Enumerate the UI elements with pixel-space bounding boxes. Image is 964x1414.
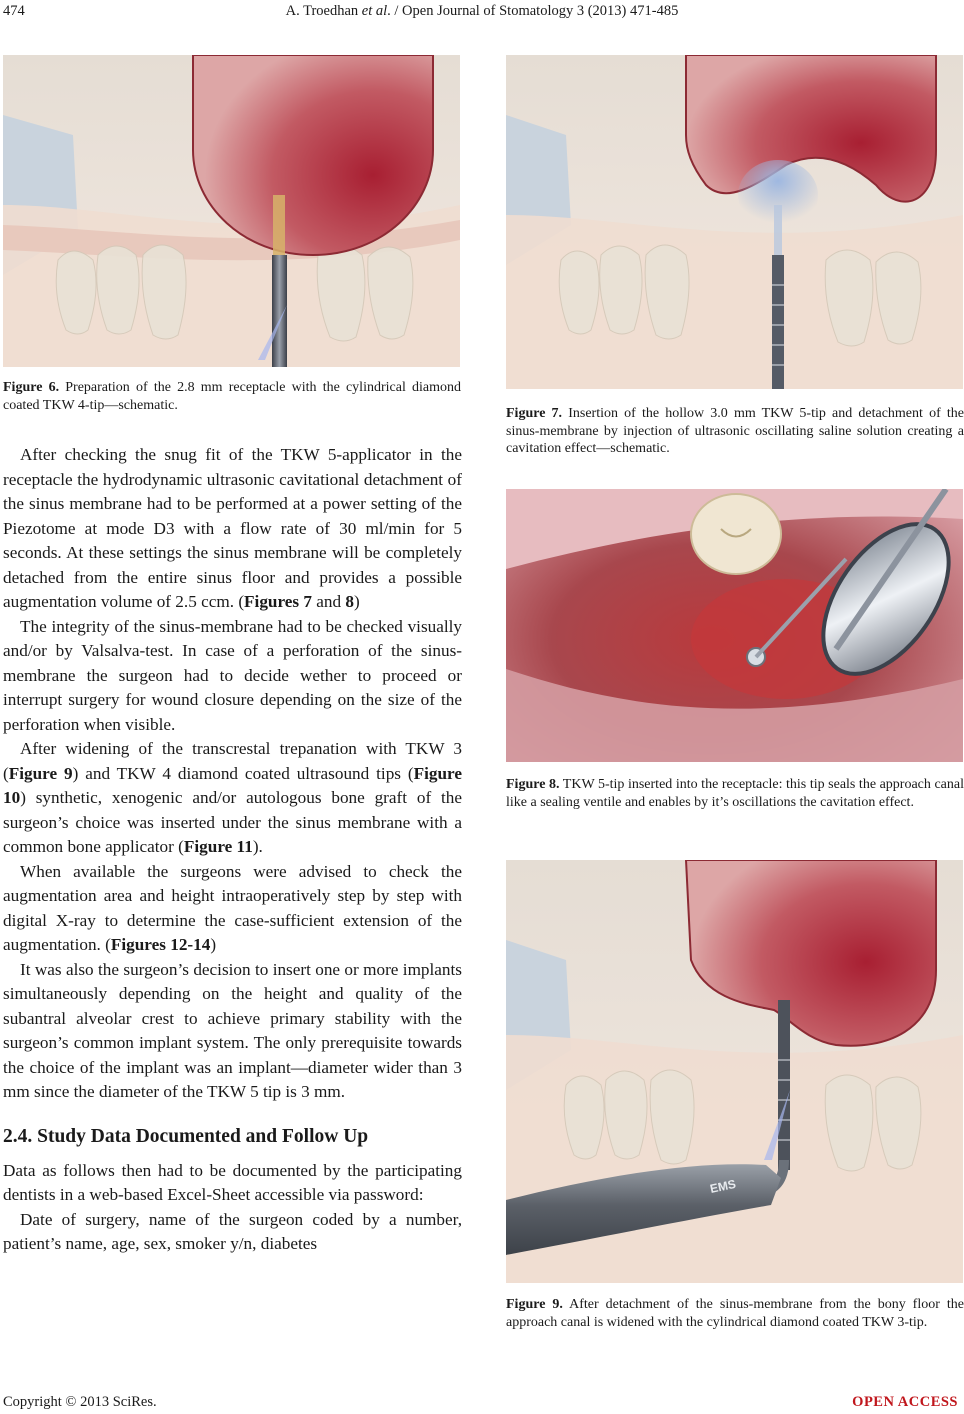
figure-7-reference[interactable]: Figures 7 bbox=[244, 592, 312, 611]
figure-7-label: Figure 7. bbox=[506, 406, 563, 421]
page-number: 474 bbox=[3, 3, 25, 19]
copyright-footer: Copyright © 2013 SciRes. bbox=[3, 1394, 157, 1410]
paragraph-3 bbox=[3, 737, 462, 860]
figure-6-image bbox=[3, 55, 460, 367]
paragraph-7: Date of surgery, name of the surgeon coded by a number, patient’s name, age, sex, smoker y/n, diabetes bbox=[3, 1209, 462, 1253]
running-head-et-al: et al bbox=[361, 3, 388, 19]
figure-9-text: After detachment of the sinus-membrane from the bony floor the approach canal is widened with the cylindrical diamond coated TKW 3-tip. bbox=[506, 1297, 964, 1330]
figure-8-label: Figure 8. bbox=[506, 777, 560, 792]
figures-12-14-reference[interactable]: Figures 12-14 bbox=[110, 935, 211, 954]
paragraph-1-and: and bbox=[312, 592, 346, 611]
figure-8-image bbox=[506, 489, 963, 762]
figure-6-text: Preparation of the 2.8 mm receptacle with the cylindrical diamond coated TKW 4-tip—schematic. bbox=[3, 380, 462, 413]
figure-8-caption bbox=[506, 776, 964, 811]
figure-9-handpiece-logo: EMS bbox=[708, 1176, 738, 1196]
figure-10-reference[interactable]: Figure 10 bbox=[3, 763, 462, 807]
figure-7-caption bbox=[506, 405, 964, 458]
paragraph-6: Data as follows then had to be documented by the participating dentists in a web-based Excel-Sheet accessible via password: bbox=[3, 1160, 462, 1204]
paragraph-4-text: When available the surgeons were advised to check the augmentation area and height intraoperatively step by step with digital X-ray to determine the case-sufficient extension of the augmentation. ( bbox=[3, 861, 462, 954]
paragraph-1-end: ) bbox=[354, 592, 360, 611]
figure-6-caption bbox=[3, 379, 461, 414]
paragraph-3-text-a: After widening of the transcrestal trepanation with TKW 3 ( bbox=[3, 739, 462, 783]
paragraph-3-text-b: ) and TKW 4 diamond coated ultrasound tips ( bbox=[72, 763, 414, 783]
figure-7-text: Insertion of the hollow 3.0 mm TKW 5-tip and detachment of the sinus-membrane by injection of ultrasonic oscillating saline solution creating a cavitation effect—schematic. bbox=[506, 406, 964, 456]
figure-9-label: Figure 9. bbox=[506, 1297, 563, 1312]
paragraph-5: It was also the surgeon’s decision to insert one or more implants simultaneously depending on the height and quality of the subantral alveolar crest to achieve primary stability with the surgeon’s common implant system. The only prerequisite towards the choice of the implant was an implant—diameter wider than 3 mm since the diameter of the TKW 5 tip is 3 mm. bbox=[3, 959, 462, 1101]
paragraph-4 bbox=[3, 860, 462, 958]
running-head bbox=[0, 3, 964, 20]
paragraph-3-end: ). bbox=[252, 837, 263, 856]
running-head-journal: . / Open Journal of Stomatology 3 (2013) 471-485 bbox=[387, 3, 679, 19]
paragraph-1-text: After checking the snug fit of the TKW 5-applicator in the receptacle the hydrodynamic ultrasonic cavitational detachment of the sinus membrane had to be performed at a power setting of the Piezotome at mode D3 with a flow rate of 30 ml/min for 5 seconds. At these settings the sinus membrane will be completely detached from the entire sinus floor and provides a possible augmentation volume of 2.5 ccm. ( bbox=[3, 445, 462, 611]
figure-7-image bbox=[506, 55, 963, 389]
figure-6-label: Figure 6. bbox=[3, 380, 60, 395]
open-access-footer: OPEN ACCESS bbox=[852, 1394, 958, 1410]
left-column-text bbox=[3, 443, 462, 1257]
figure-9-image bbox=[506, 860, 963, 1283]
paragraph-3-text-c: ) synthetic, xenogenic and/or autologous bone graft of the surgeon’s choice was inserted under the sinus membrane with a common bone applicator ( bbox=[3, 788, 462, 856]
figure-9-reference[interactable]: Figure 9 bbox=[8, 763, 73, 783]
section-heading-2-4: 2.4. Study Data Documented and Follow Up bbox=[3, 1125, 369, 1147]
paragraph-2: The integrity of the sinus-membrane had to be checked visually and/or by Valsalva-test. In case of a perforation of the sinus-membrane the surgeon had to decide wether to proceed or interrupt surgery for wound closure depending on the size of the perforation when visible. bbox=[3, 616, 462, 734]
paragraph-4-end: ) bbox=[210, 935, 217, 954]
figure-9-caption bbox=[506, 1296, 964, 1331]
figure-11-reference[interactable]: Figure 11 bbox=[183, 837, 253, 856]
figure-8-reference[interactable]: 8 bbox=[345, 592, 355, 611]
running-head-authors: A. Troedhan bbox=[285, 3, 362, 19]
paragraph-1 bbox=[3, 443, 462, 615]
figure-8-text: TKW 5-tip inserted into the receptacle: this tip seals the approach canal like a sealing ventile and enables by it’s oscillations the cavitation effect. bbox=[506, 777, 964, 810]
